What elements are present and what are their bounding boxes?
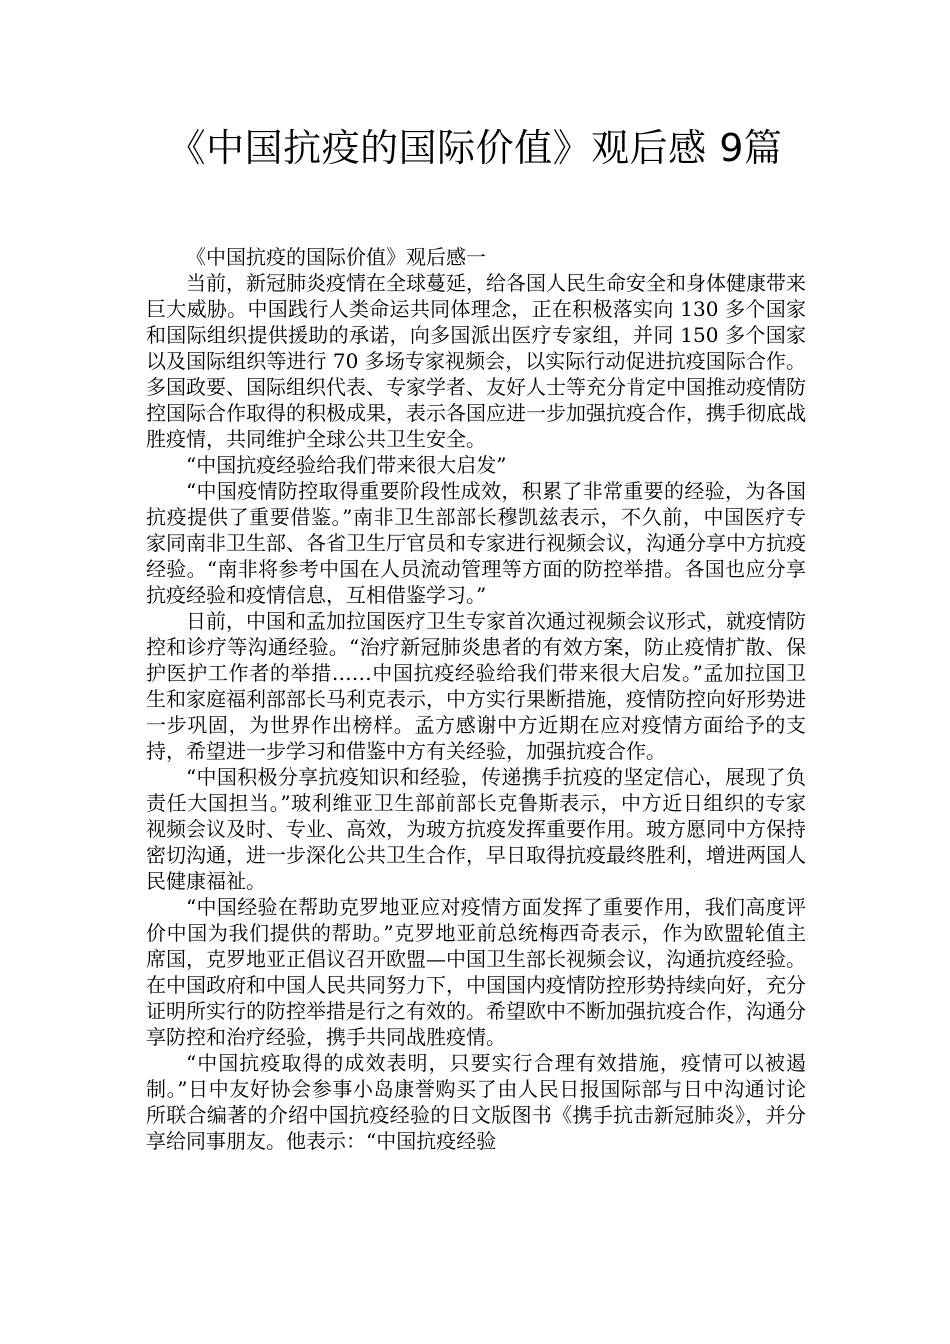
document-body [146, 244, 806, 1154]
paragraph: “中国经验在帮助克罗地亚应对疫情方面发挥了重要作用，我们高度评价中国为我们提供的帮助。”克罗地亚前总统梅西奇表示，作为欧盟轮值主席国，克罗地亚正倡议召开欧盟—中国卫生部长视频会议，沟通抗疫经验。在中国政府和中国人民共同努力下，中国国内疫情防控形势持续向好，充分证明所实行的防控举措是行之有效的。希望欧中不断加强抗疫合作，沟通分享防控和治疗经验，携手共同战胜疫情。 [146, 895, 806, 1049]
paragraph: “中国抗疫取得的成效表明，只要实行合理有效措施，疫情可以被遏制。”日中友好协会参事小岛康誉购买了由人民日报国际部与日中沟通讨论所联合编著的介绍中国抗疫经验的日文版图书《携手抗击新冠肺炎》，并分享给同事朋友。他表示：“中国抗疫经验 [146, 1051, 806, 1153]
section-heading: 《中国抗疫的国际价值》观后感一 [186, 245, 486, 269]
paragraph: “中国积极分享抗疫知识和经验，传递携手抗疫的坚定信心，展现了负责任大国担当。”玻利维亚卫生部前部长克鲁斯表示，中方近日组织的专家视频会议及时、专业、高效，为玻方抗疫发挥重要作用。玻方愿同中方保持密切沟通，进一步深化公共卫生合作，早日取得抗疫最终胜利，增进两国人民健康福祉。 [146, 765, 806, 893]
paragraph: 日前，中国和孟加拉国医疗卫生专家首次通过视频会议形式，就疫情防控和诊疗等沟通经验。“治疗新冠肺炎患者的有效方案，防止疫情扩散、保护医护工作者的举措……中国抗疫经验给我们带来很大启发。”孟加拉国卫生和家庭福利部部长马利克表示，中方实行果断措施，疫情防控向好形势进一步巩固，为世界作出榜样。孟方感谢中方近期在应对疫情方面给予的支持，希望进一步学习和借鉴中方有关经验，加强抗疫合作。 [146, 609, 806, 763]
paragraph: 当前，新冠肺炎疫情在全球蔓延，给各国人民生命安全和身体健康带来巨大威胁。中国践行人类命运共同体理念，正在积极落实向 130 多个国家和国际组织提供援助的承诺，向多国派出医疗专家组，并同 150 多个国家以及国际组织等进行 70 多场专家视频会，以实际行动促进抗疫国际合作。多国政要、国际组织代表、专家学者、友好人士等充分肯定中国推动疫情防控国际合作取得的积极成果，表示各国应进一步加强抗疫合作，携手彻底战胜疫情，共同维护全球公共卫生安全。 [146, 271, 806, 451]
subheading: “中国抗疫经验给我们带来很大启发” [186, 453, 507, 477]
paragraph: “中国疫情防控取得重要阶段性成效，积累了非常重要的经验，为各国抗疫提供了重要借鉴。”南非卫生部部长穆凯兹表示，不久前，中国医疗专家同南非卫生部、各省卫生厅官员和专家进行视频会议，沟通分享中方抗疫经验。“南非将参考中国在人员流动管理等方面的防控举措。各国也应分享抗疫经验和疫情信息，互相借鉴学习。” [146, 479, 806, 607]
document-title: 《中国抗疫的国际价值》观后感 9篇 [167, 126, 783, 170]
